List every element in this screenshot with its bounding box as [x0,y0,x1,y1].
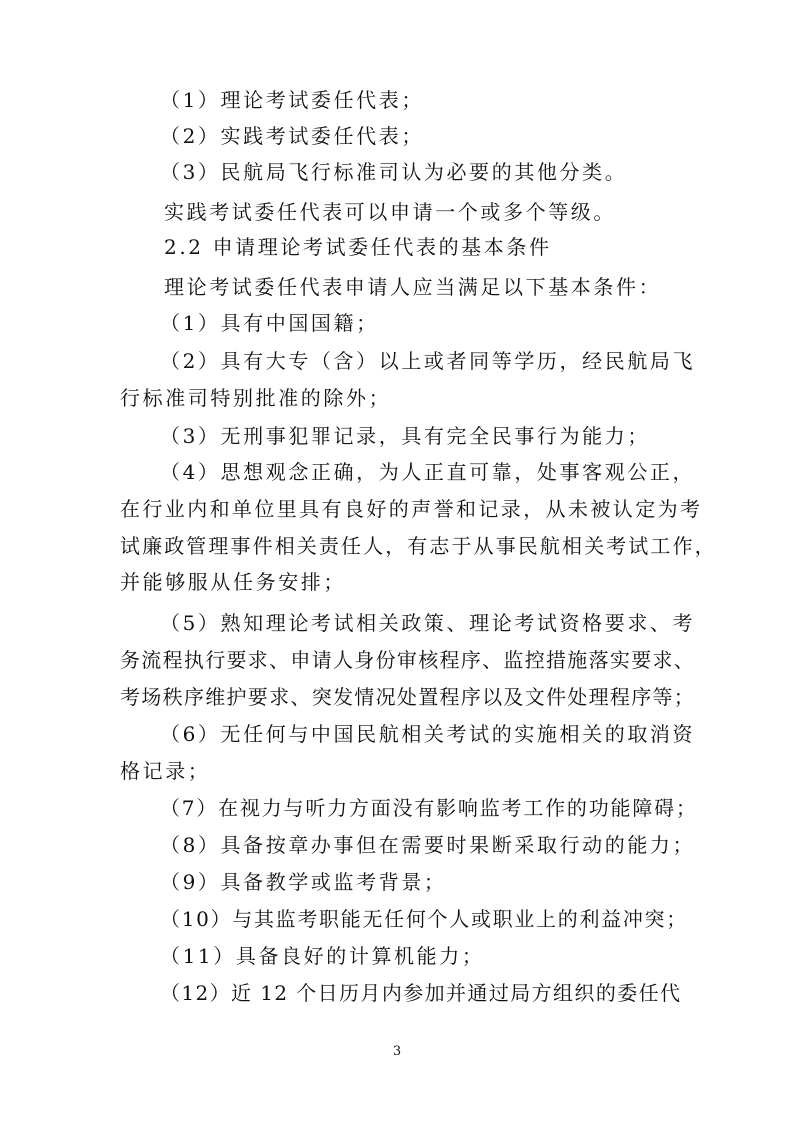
text-line: （1）理论考试委任代表； [160,88,424,112]
text-line: （11）具备良好的计算机能力； [160,944,485,968]
text-line: 务流程执行要求、申请人身份审核程序、监控措施落实要求、 [120,648,696,672]
text-line: （4）思想观念正确，为人正直可靠，处事客观公正， [160,460,696,484]
text-line: （3）民航局飞行标准司认为必要的其他分类。 [160,160,628,184]
text-line: （3）无刑事犯罪记录，具有完全民事行为能力； [160,424,650,448]
section-heading: 2.2 申请理论考试委任代表的基本条件 [164,235,552,259]
text-line: （2）具有大专（含）以上或者同等学历，经民航局飞 [160,349,696,373]
text-line: 实践考试委任代表可以申请一个或多个等级。 [164,200,616,224]
text-line: （2）实践考试委任代表； [160,124,424,148]
text-line: 理论考试委任代表申请人应当满足以下基本条件： [164,275,662,299]
text-line: 在行业内和单位里具有良好的声誉和记录，从未被认定为考 [120,497,703,521]
text-line: （8）具备按章办事但在需要时果断采取行动的能力； [160,833,696,857]
page-number: 3 [392,1044,402,1059]
text-line: （9）具备教学或监考背景； [160,870,447,894]
text-line: （12）近 12 个日历月内参加并通过局方组织的委任代 [160,981,682,1005]
text-line: 并能够服从任务安排； [120,570,346,594]
text-line: 试廉政管理事件相关责任人，有志于从事民航相关考试工作， [120,534,717,558]
text-line: （10）与其监考职能无任何个人或职业上的利益冲突； [160,907,688,931]
text-line: 行标准司特别批准的除外； [120,386,392,410]
text-line: 格记录； [120,759,211,783]
text-line: 考场秩序维护要求、突发情况处置程序以及文件处理程序等； [120,685,696,709]
text-line: （5）熟知理论考试相关政策、理论考试资格要求、考 [160,611,696,635]
text-line: （1）具有中国国籍； [160,311,379,335]
text-line: （6）无任何与中国民航相关考试的实施相关的取消资 [160,722,696,746]
text-line: （7）在视力与听力方面没有影响监考工作的功能障碍； [160,796,698,820]
